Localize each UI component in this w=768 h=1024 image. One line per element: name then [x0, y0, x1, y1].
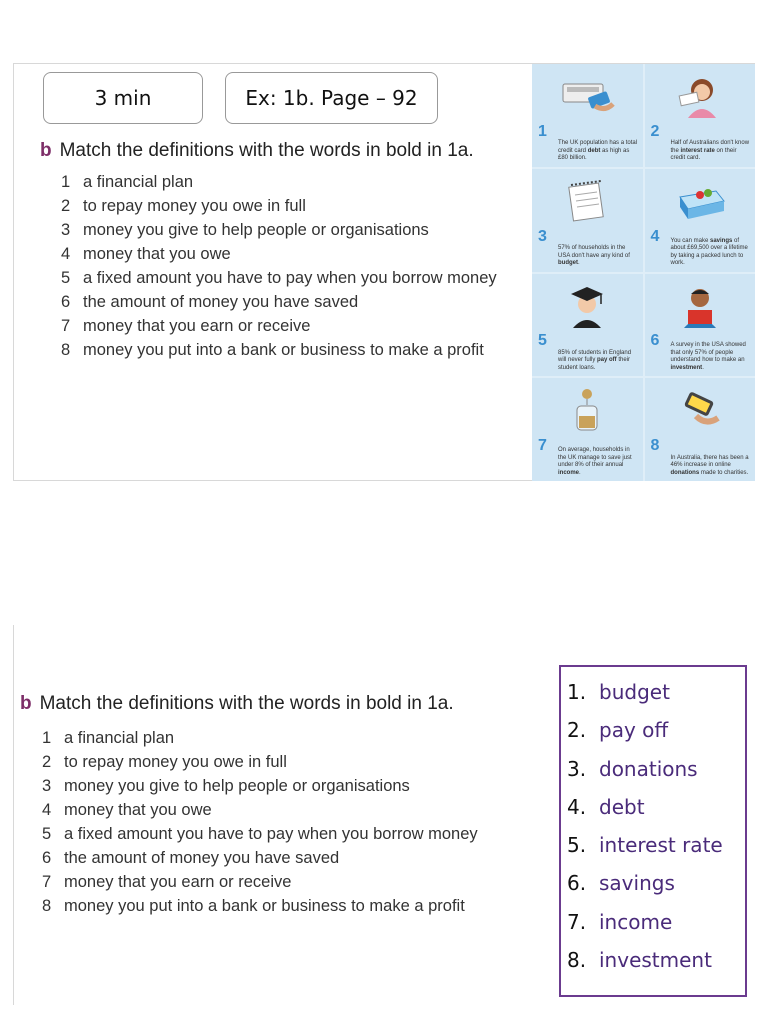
- answer-key-box: [559, 665, 747, 997]
- exercise-heading: [20, 693, 454, 715]
- definition-item: 1 a financial plan: [61, 173, 194, 191]
- fact-text: You can make savings of about £69,500 over a lifetime by taking a packed lunch to work.: [670, 237, 748, 266]
- answer-item: 2. pay off: [567, 718, 669, 743]
- exercise-reference-badge: Ex: 1b. Page – 92: [225, 72, 438, 124]
- graduate-icon: [559, 282, 615, 330]
- exercise-heading: [40, 140, 474, 162]
- confused-woman-icon: [672, 72, 728, 120]
- fact-card: 5 85% of students in England will never fully pay off their student loans.: [532, 274, 643, 377]
- definition-item: 1 a financial plan: [42, 729, 175, 747]
- definition-item: 7 money that you earn or receive: [61, 317, 311, 335]
- fact-text: In Australia, there has been a 46% increase in online donations made to charities.: [670, 454, 749, 476]
- answer-item: 6. savings: [567, 871, 675, 896]
- exercise-instruction: Match the definitions with the words in bold in 1a.: [39, 693, 454, 714]
- answer-item: 8. investment: [567, 948, 712, 973]
- fact-card: 6 A survey in the USA showed that only 57% of people understand how to make an investment.: [645, 274, 756, 377]
- fact-cards-grid: [532, 64, 755, 481]
- definition-item: 7 money that you earn or receive: [42, 873, 292, 891]
- fact-text: A survey in the USA showed that only 57% of people understand how to make an investment.: [670, 342, 746, 371]
- definition-list: [61, 170, 497, 362]
- exercise-slide-top: [13, 63, 755, 481]
- savings-jar-icon: [559, 386, 615, 434]
- fact-card: 4 You can make savings of about £69,500 over a lifetime by taking a packed lunch to work.: [645, 169, 756, 272]
- answer-item: 5. interest rate: [567, 833, 723, 858]
- fact-card: 8 In Australia, there has been a 46% increase in online donations made to charities.: [645, 378, 756, 481]
- card-payment-icon: [559, 72, 615, 120]
- definition-item: 8 money you put into a bank or business to make a profit: [61, 341, 484, 359]
- answer-item: 3. donations: [567, 756, 698, 781]
- definition-item: 4 money that you owe: [42, 801, 212, 819]
- fact-card: 1 The UK population has a total credit card debt as high as £80 billion.: [532, 64, 643, 167]
- fact-text: 57% of households in the USA don't have any kind of budget.: [558, 245, 630, 266]
- fact-text: Half of Australians don't know the interest rate on their credit card.: [670, 140, 750, 162]
- fact-text: 85% of students in England will never fully pay off their student loans.: [558, 349, 632, 371]
- definition-item: 2 to repay money you owe in full: [42, 753, 287, 771]
- lunchbox-icon: [672, 177, 728, 225]
- fact-card: 7 On average, households in the UK manage to save just under 8% of their annual income.: [532, 378, 643, 481]
- exercise-instruction: Match the definitions with the words in bold in 1a.: [59, 140, 474, 161]
- fact-card: 3 57% of households in the USA don't have any kind of budget.: [532, 169, 643, 272]
- definition-item: 3 money you give to help people or organisations: [42, 777, 410, 795]
- definition-item: 6 the amount of money you have saved: [61, 293, 359, 311]
- definition-item: 6 the amount of money you have saved: [42, 849, 340, 867]
- exercise-letter: b: [40, 140, 52, 161]
- exercise-letter: b: [20, 693, 32, 714]
- answer-item: 7. income: [567, 909, 673, 934]
- fact-text: On average, households in the UK manage to save just under 8% of their annual income.: [558, 447, 632, 476]
- answer-slide-bottom: [13, 625, 755, 1005]
- definition-item: 4 money that you owe: [61, 245, 231, 263]
- definition-item: 3 money you give to help people or organisations: [61, 221, 429, 239]
- definition-item: 5 a fixed amount you have to pay when you borrow money: [61, 269, 497, 287]
- answer-item: 1. budget: [567, 680, 670, 704]
- fact-text: The UK population has a total credit card debt as high as £80 billion.: [558, 140, 638, 162]
- definition-item: 8 money you put into a bank or business to make a profit: [42, 897, 465, 915]
- fact-card: 2 Half of Australians don't know the interest rate on their credit card.: [645, 64, 756, 167]
- answer-item: 4. debt: [567, 794, 645, 819]
- definition-item: 2 to repay money you owe in full: [61, 197, 306, 215]
- notepad-icon: [559, 177, 615, 225]
- man-reading-icon: [672, 282, 728, 330]
- definition-item: 5 a fixed amount you have to pay when you borrow money: [42, 825, 478, 843]
- timer-badge: 3 min: [43, 72, 203, 124]
- definition-list: [42, 726, 478, 918]
- phone-donation-icon: [672, 386, 728, 434]
